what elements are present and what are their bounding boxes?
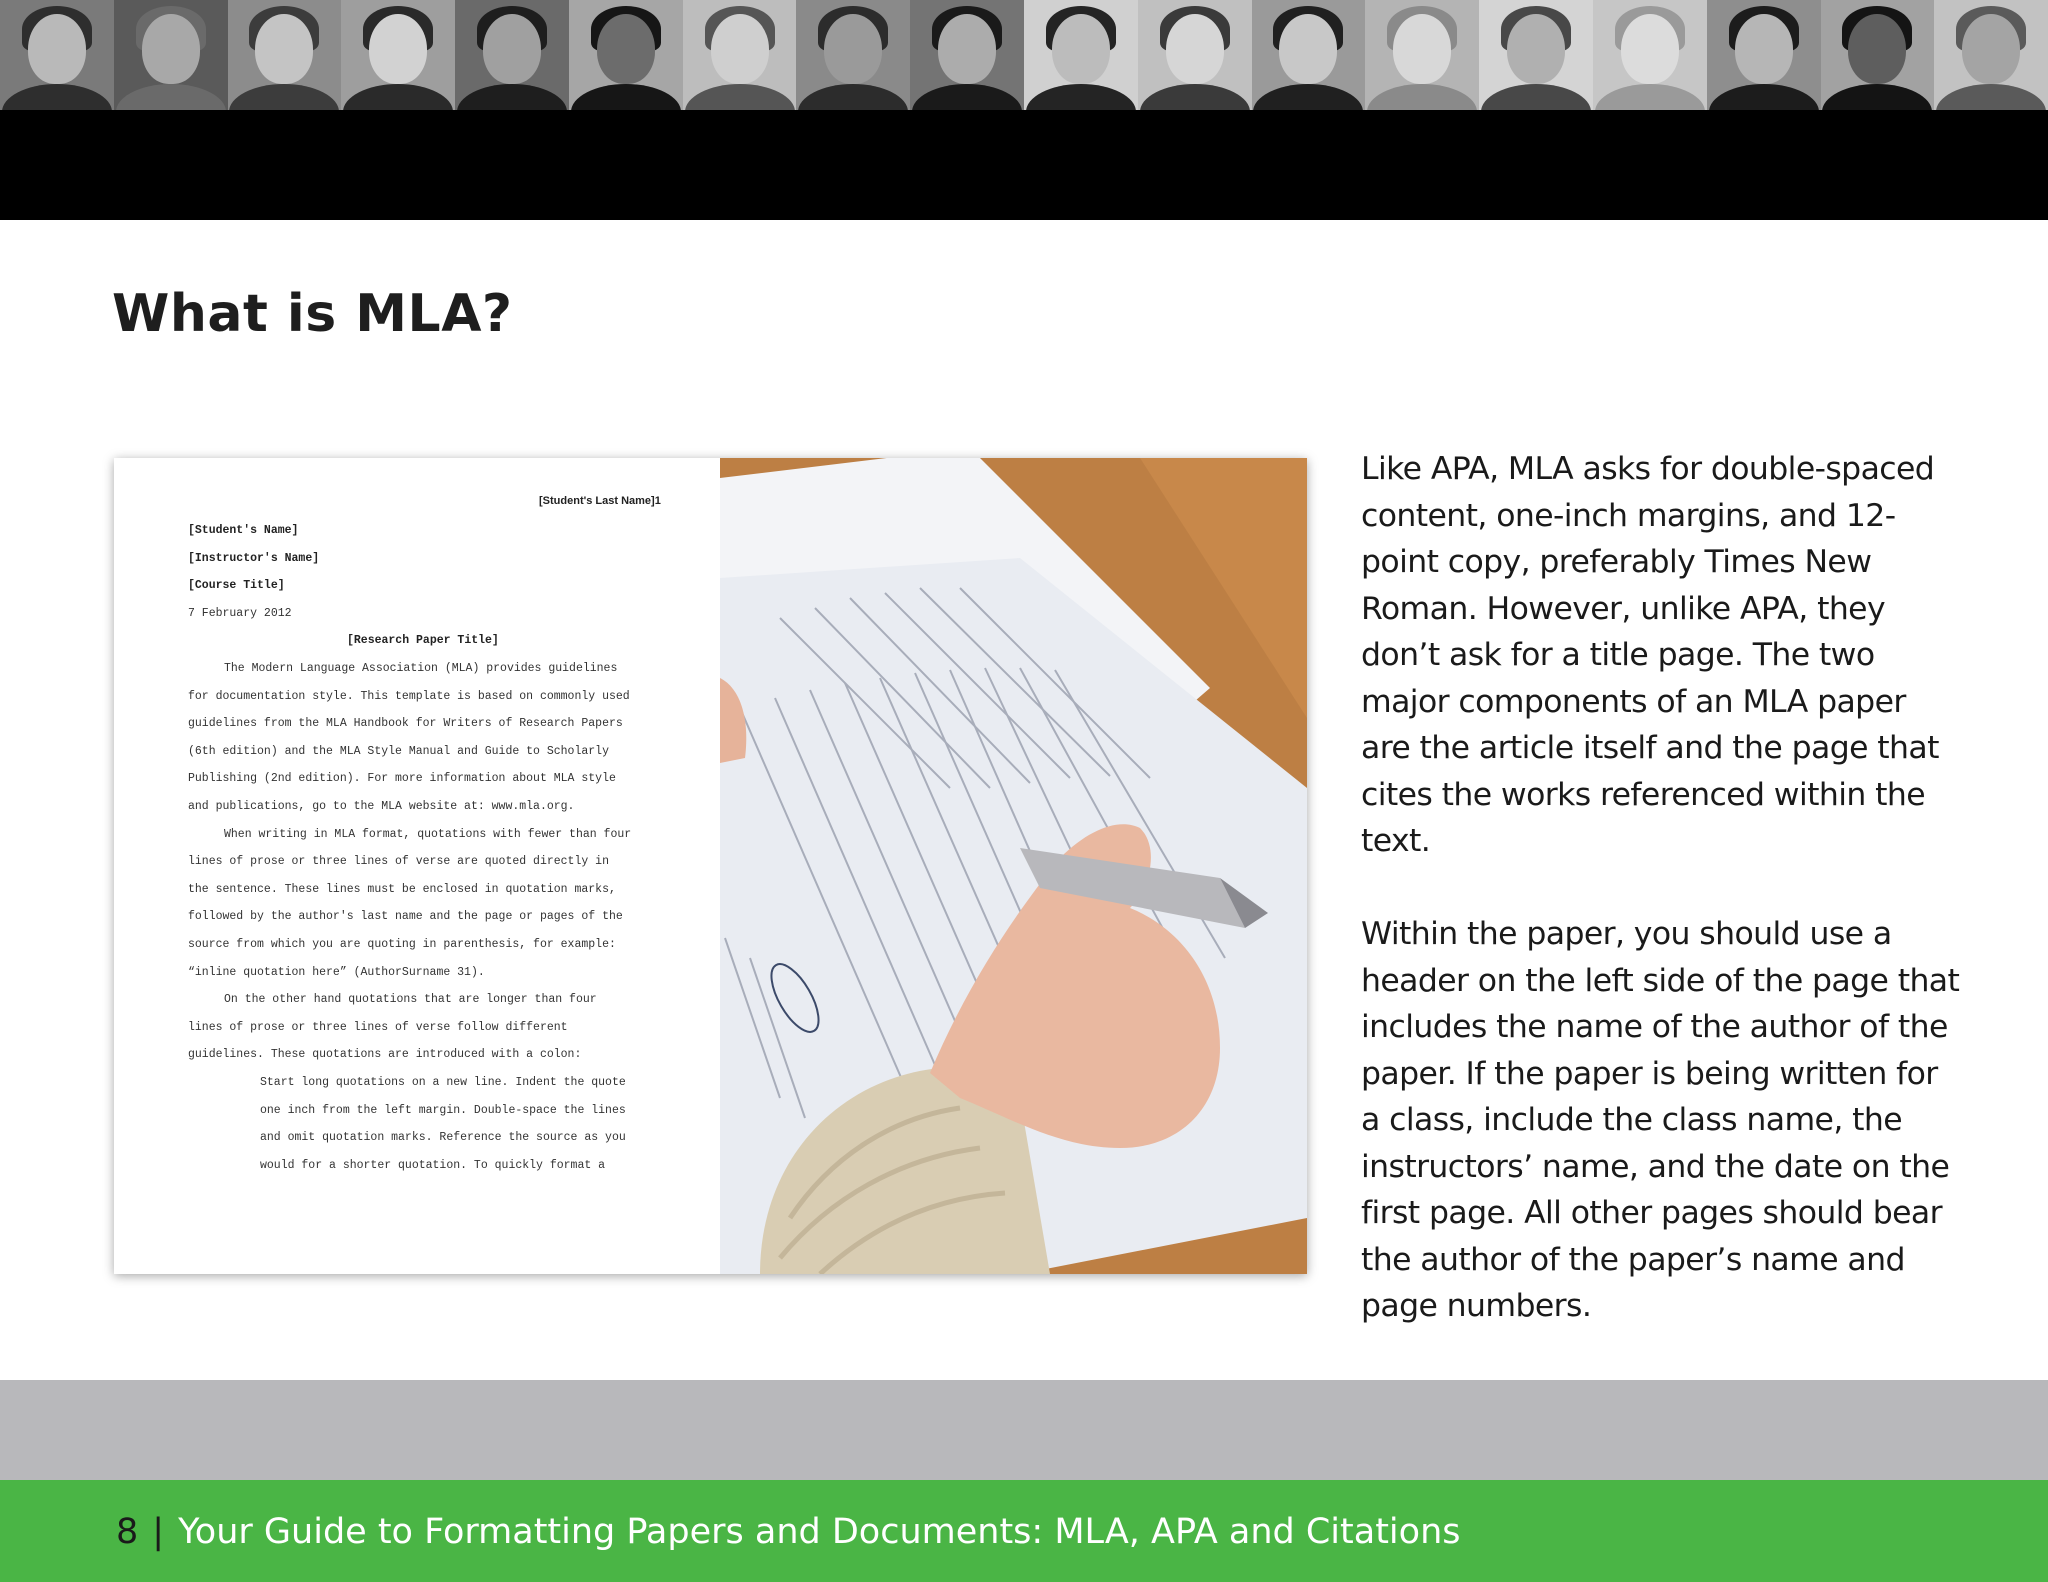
sample-instructor-name: [Instructor's Name] [188, 552, 320, 565]
sample-body-line: On the other hand quotations that are longer than four [224, 993, 597, 1007]
portrait-face [1052, 14, 1110, 84]
sample-paper-title: [Research Paper Title] [347, 634, 499, 647]
portrait-face [255, 14, 313, 84]
sample-body-line: Publishing (2nd edition). For more information about MLA style [188, 772, 616, 786]
sample-body-line: Start long quotations on a new line. Indent the quote [260, 1076, 626, 1089]
writing-photo-illustration [720, 458, 1307, 1274]
footer-separator: | [152, 1512, 165, 1552]
portrait-shoulders [1481, 84, 1591, 110]
header-portrait [1138, 0, 1252, 110]
header-portrait [796, 0, 910, 110]
header-portrait [1821, 0, 1935, 110]
header-portrait [1593, 0, 1707, 110]
portrait-shoulders [1140, 84, 1250, 110]
guide-title: Your Guide to Formatting Papers and Documents: MLA, APA and Citations [178, 1512, 1461, 1552]
header-portrait [1365, 0, 1479, 110]
page-number: 8 [116, 1512, 139, 1552]
portrait-face [1393, 14, 1451, 84]
header-portrait [228, 0, 342, 110]
mla-example-figure [114, 458, 1307, 1274]
sample-body-line: followed by the author's last name and the page or pages of the [188, 910, 623, 924]
portrait-face [597, 14, 655, 84]
body-copy [1361, 446, 1961, 1376]
portrait-shoulders [1936, 84, 2046, 110]
portrait-face [1621, 14, 1679, 84]
page-title: What is MLA? [112, 284, 513, 344]
sample-body-line: for documentation style. This template is based on commonly used [188, 689, 630, 703]
header-portrait [1934, 0, 2048, 110]
portrait-face [1962, 14, 2020, 84]
portrait-shoulders [571, 84, 681, 110]
portrait-shoulders [1822, 84, 1932, 110]
portrait-shoulders [1026, 84, 1136, 110]
header-portrait [683, 0, 797, 110]
body-paragraph-2: Within the paper, you should use a header on the left side of the page that includes the name of the author of the paper. If the paper is being written for a class, include the class name, the instructors’ name, and the date on the first page. All other pages should bear the author of the paper’s name and page numbers. [1361, 916, 1960, 1324]
sample-body-line: the sentence. These lines must be enclosed in quotation marks, [188, 882, 616, 896]
portrait-shoulders [1253, 84, 1363, 110]
sample-body-line: When writing in MLA format, quotations with fewer than four [224, 827, 632, 841]
portrait-shoulders [912, 84, 1022, 110]
sample-body-line: guidelines from the MLA Handbook for Writers of Research Papers [188, 717, 623, 731]
portrait-shoulders [2, 84, 112, 110]
header-portrait [1479, 0, 1593, 110]
sample-body-line: guidelines. These quotations are introduced with a colon: [188, 1048, 582, 1062]
portrait-face [483, 14, 541, 84]
body-paragraph-1: Like APA, MLA asks for double-spaced content, one-inch margins, and 12-point copy, preferably Times New Roman. However, unlike APA, they don’t ask for a title page. The two major components of an MLA paper are the article itself and the page that cites the works referenced within the text. [1361, 451, 1939, 859]
portrait-face [1735, 14, 1793, 84]
sample-body-line: lines of prose or three lines of verse follow different [188, 1020, 568, 1034]
portrait-shoulders [1595, 84, 1705, 110]
header-portrait [1252, 0, 1366, 110]
header-portrait [455, 0, 569, 110]
sample-student-name: [Student's Name] [188, 524, 299, 537]
portrait-face [824, 14, 882, 84]
sample-body-line: (6th edition) and the MLA Style Manual and Guide to Scholarly [188, 744, 609, 758]
header-photo-strip [0, 0, 2048, 110]
portrait-shoulders [1709, 84, 1819, 110]
header-black-band [0, 110, 2048, 220]
header-portrait [0, 0, 114, 110]
portrait-shoulders [1367, 84, 1477, 110]
portrait-shoulders [685, 84, 795, 110]
portrait-face [1279, 14, 1337, 84]
sample-body-line: and omit quotation marks. Reference the source as you [260, 1131, 626, 1145]
sample-course-title: [Course Title] [188, 579, 285, 592]
portrait-face [142, 14, 200, 84]
sample-running-head: [Student's Last Name]1 [539, 495, 661, 507]
header-portrait [1024, 0, 1138, 110]
portrait-shoulders [229, 84, 339, 110]
portrait-shoulders [798, 84, 908, 110]
portrait-face [1166, 14, 1224, 84]
portrait-face [369, 14, 427, 84]
sample-body-line: would for a shorter quotation. To quickly format a [260, 1158, 606, 1172]
portrait-face [938, 14, 996, 84]
header-portrait [341, 0, 455, 110]
sample-date: 7 February 2012 [188, 607, 292, 620]
portrait-face [28, 14, 86, 84]
sample-body-line: “inline quotation here” (AuthorSurname 31). [188, 965, 485, 979]
sample-body-line: lines of prose or three lines of verse are quoted directly in [188, 855, 609, 869]
portrait-shoulders [116, 84, 226, 110]
portrait-face [1848, 14, 1906, 84]
portrait-shoulders [457, 84, 567, 110]
portrait-face [711, 14, 769, 84]
header-portrait [910, 0, 1024, 110]
mla-sample-page [114, 458, 720, 1274]
portrait-shoulders [343, 84, 453, 110]
header-portrait [1707, 0, 1821, 110]
sample-body-line: source from which you are quoting in parenthesis, for example: [188, 938, 616, 951]
portrait-face [1507, 14, 1565, 84]
footer-gray-band [0, 1380, 2048, 1480]
hand-writing-photo [720, 458, 1307, 1274]
header-portrait [569, 0, 683, 110]
sample-body-line: The Modern Language Association (MLA) provides guidelines [224, 662, 618, 675]
sample-body-line: and publications, go to the MLA website at: www.mla.org. [188, 800, 575, 813]
header-portrait [114, 0, 228, 110]
footer [116, 1508, 1460, 1556]
sample-body-line: one inch from the left margin. Double-space the lines [260, 1103, 626, 1117]
